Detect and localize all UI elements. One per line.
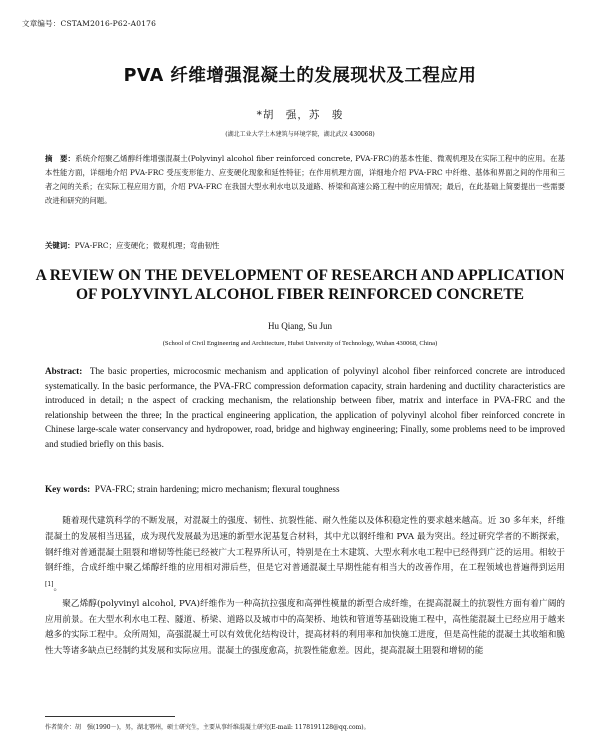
body-paragraph-1 <box>45 514 565 597</box>
english-affiliation: (School of Civil Engineering and Architecture, Hubei University of Technology, Wuhan 430068, China) <box>162 340 438 347</box>
article-number: 文章编号：CSTAM2016-P62-A0176 <box>22 19 157 28</box>
chinese-abstract-text: 系统介绍聚乙烯醇纤维增强混凝土(Polyvinyl alcohol fiber reinforced concrete, PVA-FRC)的基本性能、微观机理及在实际工程中的应用。在基本性能方面，详细地介绍 PVA-FRC 受压变形能力、应变硬化现象和延性特征；在作用机理方面，详细地介绍 PVA-FRC 中纤维、基体和界面之间的作用和三者之间的关系；在实际工程应用方面，介绍 PVA-FRC 在我国大型水利水电以及道路、桥梁和高速公路工程中的应用情况；最后，在此基础上简要提出一些需要改进和研究的问题。 <box>45 154 565 205</box>
footnote-rule <box>45 716 175 717</box>
citation-ref: [1] <box>45 581 54 589</box>
english-abstract <box>45 364 565 452</box>
author-footnote: 作者简介：胡 强(1990－)，男，湖北鄂州，硕士研究生，主要从事纤维混凝土研究(E-mail: 1178191128@qq.com)。 <box>45 724 370 731</box>
chinese-keywords-text: PVA-FRC；应变硬化；微观机理；弯曲韧性 <box>74 241 220 250</box>
english-abstract-label: Abstract: <box>45 366 83 376</box>
body-text <box>45 514 565 660</box>
body-paragraph-1-end: 。 <box>53 583 63 594</box>
chinese-authors: *胡 强，苏 骏 <box>256 109 344 121</box>
body-paragraph-2: 聚乙烯醇(polyvinyl alcohol, PVA)纤维作为一种高抗拉强度和高弹性模量的新型合成纤维，在提高混凝土的抗裂性方面有着广阔的应用前景。在大型水利水电工程、隧道、桥梁、道路以及城市中的高架桥、地铁和管道等基础设施工程中，高性能混凝土已经应用于越来越多的实际工程中。众所周知，高强混凝土可以有效优化结构设计，提高材料的利用率和加快施工进度，但是高性能的混凝土其收缩和脆性大等诸多缺点已经制约其发展和实际应用。混凝土的强度愈高，抗裂性能愈差。因此，提高混凝土阻裂和增韧的能 <box>45 598 565 657</box>
chinese-keywords <box>45 240 565 251</box>
english-title-line2: OF POLYVINYL ALCOHOL FIBER REINFORCED CONCRETE <box>76 286 524 303</box>
chinese-affiliation: (湖北工业大学土木建筑与环境学院，湖北武汉 430068) <box>225 131 375 138</box>
chinese-abstract <box>45 152 565 208</box>
chinese-keywords-label: 关键词： <box>45 241 75 250</box>
english-title <box>0 266 600 304</box>
english-keywords <box>45 484 565 494</box>
english-abstract-text: The basic properties, microcosmic mechanism and application of polyvinyl alcohol fiber reinforced concrete are introduced systematically. In the basic performance, the PVA-FRC compression deformation capacity, strain hardening and ductility characteristics are introduced in detail; n the aspect of cracking mechanism, the relationship between fiber, matrix and interface in PVA-FRC and the relationship between the three; In the practical engineering application, the application of polyvinyl alcohol fiber reinforced concrete in Chinese large-scale water conservancy and hydropower, road, bridge and highway engineering; Finally, some problems need to be improved and studied briefly on this basis. <box>45 366 566 449</box>
english-authors: Hu Qiang, Su Jun <box>267 321 332 331</box>
body-paragraph-1-text: 随着现代建筑科学的不断发展，对混凝土的强度、韧性、抗裂性能、耐久性能以及体积稳定性的要求越来越高。近 30 多年来，纤维混凝土的发展相当迅猛，成为现代发展最为迅速的新型水泥基复合材料，其中尤以钢纤维和 PVA 最为突出。经过研究学者的不断探索，钢纤维对普通混凝土阻裂和增韧等性能已经被广大工程界所认可，特别是在土木建筑、大型水利水电工程中已经得到广泛的运用。相较于钢纤维，合成纤维中聚乙烯醇纤维的应用相对滞后些，但是它对普通混凝土早期性能有相当大的改善作用，在工程领域也普遍得到运用 <box>45 516 565 574</box>
english-keywords-label: Key words: <box>45 484 91 494</box>
english-keywords-text: PVA-FRC; strain hardening; micro mechanism; flexural toughness <box>94 484 340 494</box>
chinese-abstract-label: 摘 要： <box>45 154 76 163</box>
english-title-line1: A REVIEW ON THE DEVELOPMENT OF RESEARCH AND APPLICATION <box>35 267 565 284</box>
chinese-title: PVA 纤维增强混凝土的发展现状及工程应用 <box>123 66 477 86</box>
